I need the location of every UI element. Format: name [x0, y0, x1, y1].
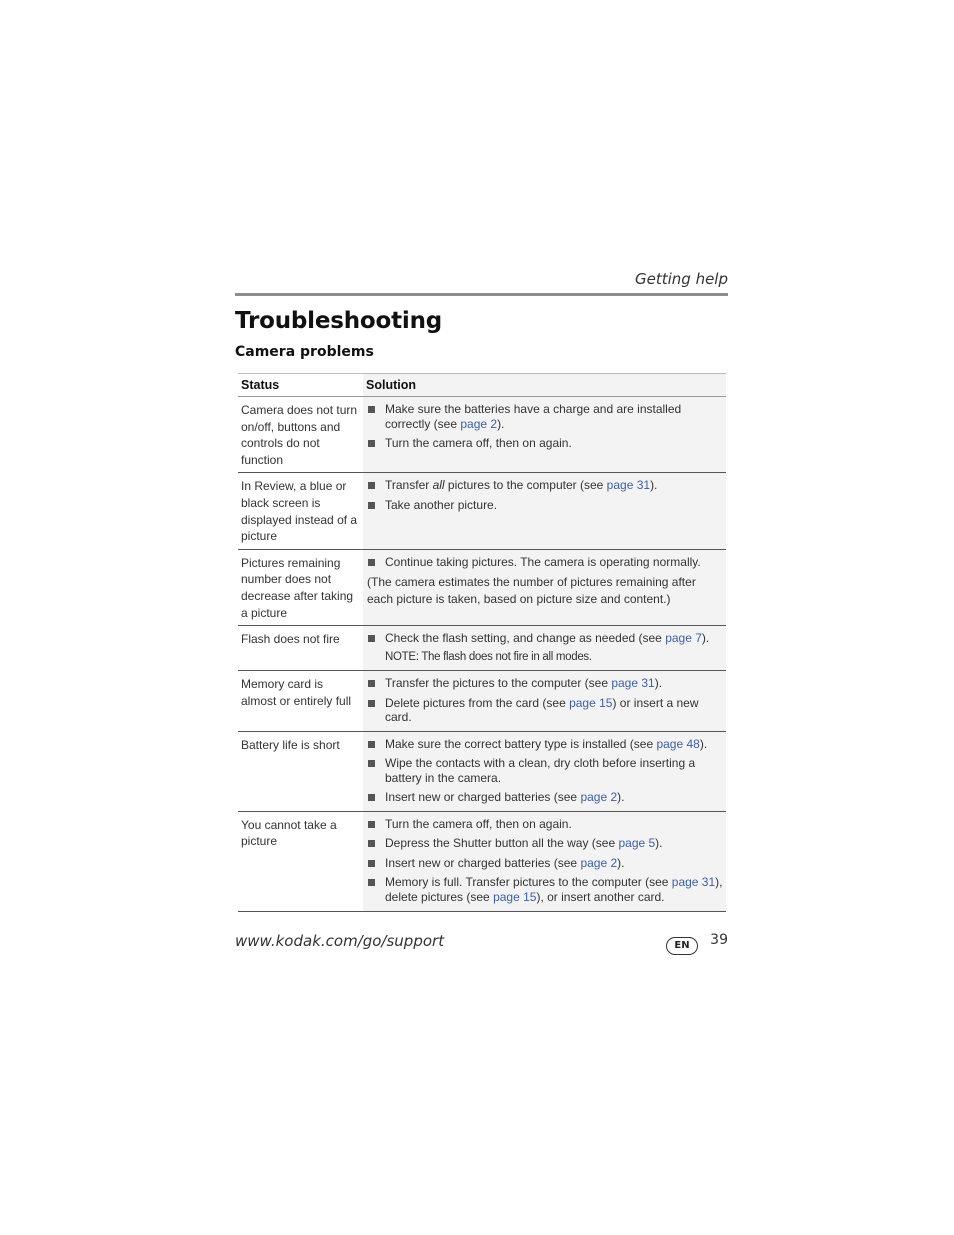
- status-cell: Memory card is almost or entirely full: [238, 671, 363, 732]
- page-link[interactable]: page 31: [606, 478, 651, 493]
- solution-bullet: Insert new or charged batteries (see page 2).: [367, 856, 723, 871]
- status-cell: You cannot take a picture: [238, 811, 363, 911]
- solution-bullet: Turn the camera off, then on again.: [367, 436, 723, 451]
- bullet-square-icon: [368, 741, 375, 748]
- table-header-row: [238, 374, 726, 397]
- status-cell: Pictures remaining number does not decrease after taking a picture: [238, 549, 363, 625]
- solution-bullet: Insert new or charged batteries (see page 2).: [367, 790, 723, 805]
- solution-bullet: Depress the Shutter button all the way (see page 5).: [367, 836, 723, 851]
- bullet-square-icon: [368, 680, 375, 687]
- bullet-square-icon: [368, 840, 375, 847]
- solution-cell: [363, 626, 726, 671]
- table-row: [238, 731, 726, 811]
- page-link[interactable]: page 31: [611, 676, 655, 691]
- solution-note-paragraph: (The camera estimates the number of pictures remaining after each picture is taken, based on picture size and content.): [367, 575, 696, 606]
- language-badge: EN: [666, 937, 698, 955]
- solution-cell: [363, 671, 726, 732]
- solution-column-header: Solution: [363, 374, 726, 397]
- page-link[interactable]: page 2: [580, 855, 618, 870]
- bullet-square-icon: [368, 635, 375, 642]
- bullet-square-icon: [368, 440, 375, 447]
- solution-bullet: Continue taking pictures. The camera is operating normally.: [367, 555, 723, 570]
- page-number: 39: [710, 932, 728, 948]
- page-link[interactable]: page 15: [493, 889, 537, 904]
- solution-bullet: Turn the camera off, then on again.: [367, 817, 723, 832]
- solution-bullet: Wipe the contacts with a clean, dry cloth before inserting a battery in the camera.: [367, 756, 723, 785]
- bullet-square-icon: [368, 794, 375, 801]
- solution-bullet: Transfer the pictures to the computer (see page 31).: [367, 676, 723, 691]
- bullet-square-icon: [368, 559, 375, 566]
- status-cell: Battery life is short: [238, 731, 363, 811]
- page-link[interactable]: page 48: [656, 736, 700, 751]
- solution-bullet: Make sure the batteries have a charge and are installed correctly (see page 2).: [367, 402, 723, 431]
- table-row: [238, 811, 726, 911]
- status-column-header: Status: [238, 374, 363, 397]
- section-header: Getting help: [634, 270, 728, 288]
- bullet-square-icon: [368, 482, 375, 489]
- bullet-square-icon: [368, 821, 375, 828]
- solution-bullet: Check the flash setting, and change as needed (see page 7).: [367, 631, 723, 646]
- page-link[interactable]: page 5: [618, 836, 656, 851]
- status-cell: Camera does not turn on/off, buttons and controls do not function: [238, 397, 363, 473]
- bullet-square-icon: [368, 502, 375, 509]
- table-row: [238, 671, 726, 732]
- page-link[interactable]: page 31: [671, 875, 716, 890]
- header-rule: [235, 293, 728, 296]
- page-link[interactable]: page 15: [569, 695, 613, 710]
- status-cell: In Review, a blue or black screen is displayed instead of a picture: [238, 473, 363, 549]
- solution-bullet: Take another picture.: [367, 498, 723, 513]
- page-link[interactable]: page 2: [580, 790, 618, 805]
- solution-cell: [363, 731, 726, 811]
- solution-bullet: Transfer all pictures to the computer (see page 31).: [367, 478, 723, 493]
- status-cell: Flash does not fire: [238, 626, 363, 671]
- page-link[interactable]: page 7: [665, 631, 702, 646]
- bullet-square-icon: [368, 860, 375, 867]
- solution-bullet: Memory is full. Transfer pictures to the computer (see page 31), delete pictures (see page 15), or insert another card.: [367, 875, 723, 904]
- page-title: Troubleshooting: [235, 308, 443, 334]
- solution-cell: [363, 397, 726, 473]
- bullet-square-icon: [368, 879, 375, 886]
- table-row: [238, 473, 726, 549]
- solution-cell: [363, 811, 726, 911]
- troubleshooting-table: [238, 373, 726, 912]
- solution-cell: [363, 473, 726, 549]
- table-row: [238, 397, 726, 473]
- bullet-square-icon: [368, 406, 375, 413]
- bullet-square-icon: [368, 760, 375, 767]
- solution-bullet: Delete pictures from the card (see page 15) or insert a new card.: [367, 696, 723, 725]
- flash-note: NOTE: The flash does not fire in all modes.: [385, 650, 592, 663]
- page-link[interactable]: page 2: [460, 416, 498, 431]
- bullet-square-icon: [368, 700, 375, 707]
- table-row: [238, 549, 726, 625]
- support-url[interactable]: www.kodak.com/go/support: [235, 932, 445, 950]
- table-row: [238, 626, 726, 671]
- solution-bullet: Make sure the correct battery type is installed (see page 48).: [367, 737, 723, 752]
- solution-cell: [363, 549, 726, 625]
- section-subtitle: Camera problems: [235, 344, 374, 360]
